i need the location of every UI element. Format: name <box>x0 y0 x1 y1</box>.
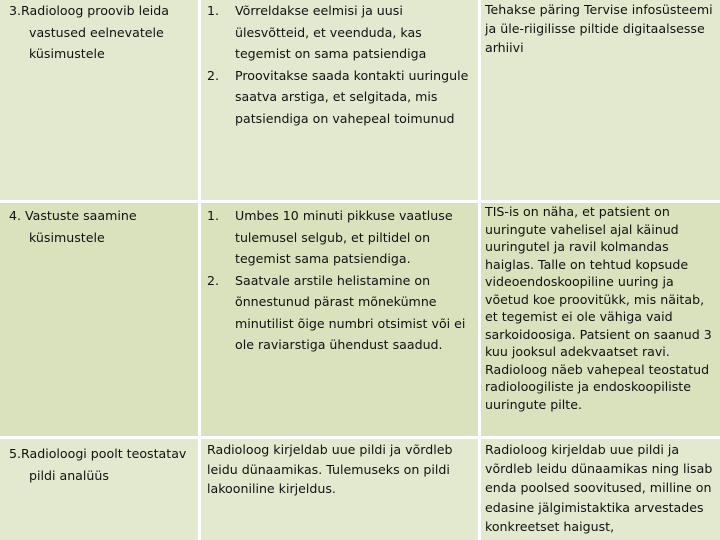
list-number: 2. <box>207 272 220 288</box>
result-text: Tehakse päring Tervise infosüsteemi ja üle-riigilisse piltide digitaalsesse arhiivi <box>485 2 713 56</box>
step-text: 5.Radioloogi poolt teostatav pildi analüüs <box>9 446 187 483</box>
list-number: 2. <box>207 67 220 83</box>
actions-list <box>207 205 475 356</box>
table-row <box>0 0 720 200</box>
result-cell <box>485 0 717 58</box>
list-item <box>207 0 475 65</box>
list-number: 1. <box>207 208 220 223</box>
row-divider <box>0 436 720 439</box>
step-cell <box>5 0 195 65</box>
list-item <box>207 65 475 130</box>
list-text: Umbes 10 minuti pikkuse vaatluse tulemusel selgub, et piltidel on tegemist sama patsiendiga. <box>235 208 453 266</box>
result-text: Radioloog kirjeldab uue pildi ja võrdleb leidu dünaamikas ning lisab enda poolsed soovitused, milline on edasine jälgimistaktika arvestades konkreetset haigust, <box>485 442 713 534</box>
result-text: TIS-is on näha, et patsient on uuringute vahelisel ajal käinud uuringutel ja ravil kolmandas haiglas. Talle on tehtud kopsude videoendoskoopiline uuring ja võetud koe proovitükk, mis näitab, et tegemist ei ole vähiga vaid sarkoidoosiga. Patsient on saanud 3 kuu jooksul adekvaatset ravi. Radioloog näeb vahepeal teostatud radioloogiliste ja endoskoopiliste uuringute pilte. <box>485 204 712 412</box>
result-cell <box>485 440 717 536</box>
step-text: 4. Vastuste saamine küsimustele <box>9 208 137 245</box>
list-text: Saatvale arstile helistamine on õnnestunud pärast mõnekümne minutilist õige numbri otsimist või ei ole raviarstiga ühendust saadud. <box>235 272 466 352</box>
step-cell <box>5 205 195 248</box>
step-text: 3.Radioloog proovib leida vastused eelnevatele küsimustele <box>9 3 170 61</box>
list-text: Võrreldakse eelmisi ja uusi ülesvõtteid, et veenduda, kas tegemist on sama patsiendiga <box>235 3 427 61</box>
row-divider <box>0 200 720 203</box>
action-text: Radioloog kirjeldab uue pildi ja võrdleb leidu dünaamikas. Tulemuseks on pildi lakooniline kirjeldus. <box>207 442 453 496</box>
column-divider <box>198 0 201 540</box>
actions-list <box>207 0 475 129</box>
result-cell <box>485 203 717 413</box>
actions-cell <box>207 0 475 129</box>
step-cell <box>5 443 195 486</box>
list-text: Proovitakse saada kontakti uuringule saatva arstiga, et selgitada, mis patsiendiga on vahepeal toimunud <box>235 67 469 126</box>
actions-cell <box>207 205 475 356</box>
list-item <box>207 270 475 356</box>
list-number: 1. <box>207 3 220 18</box>
actions-cell <box>207 440 475 499</box>
column-divider <box>478 0 481 540</box>
list-item <box>207 205 475 270</box>
table-row <box>0 203 720 436</box>
table-row <box>0 439 720 540</box>
